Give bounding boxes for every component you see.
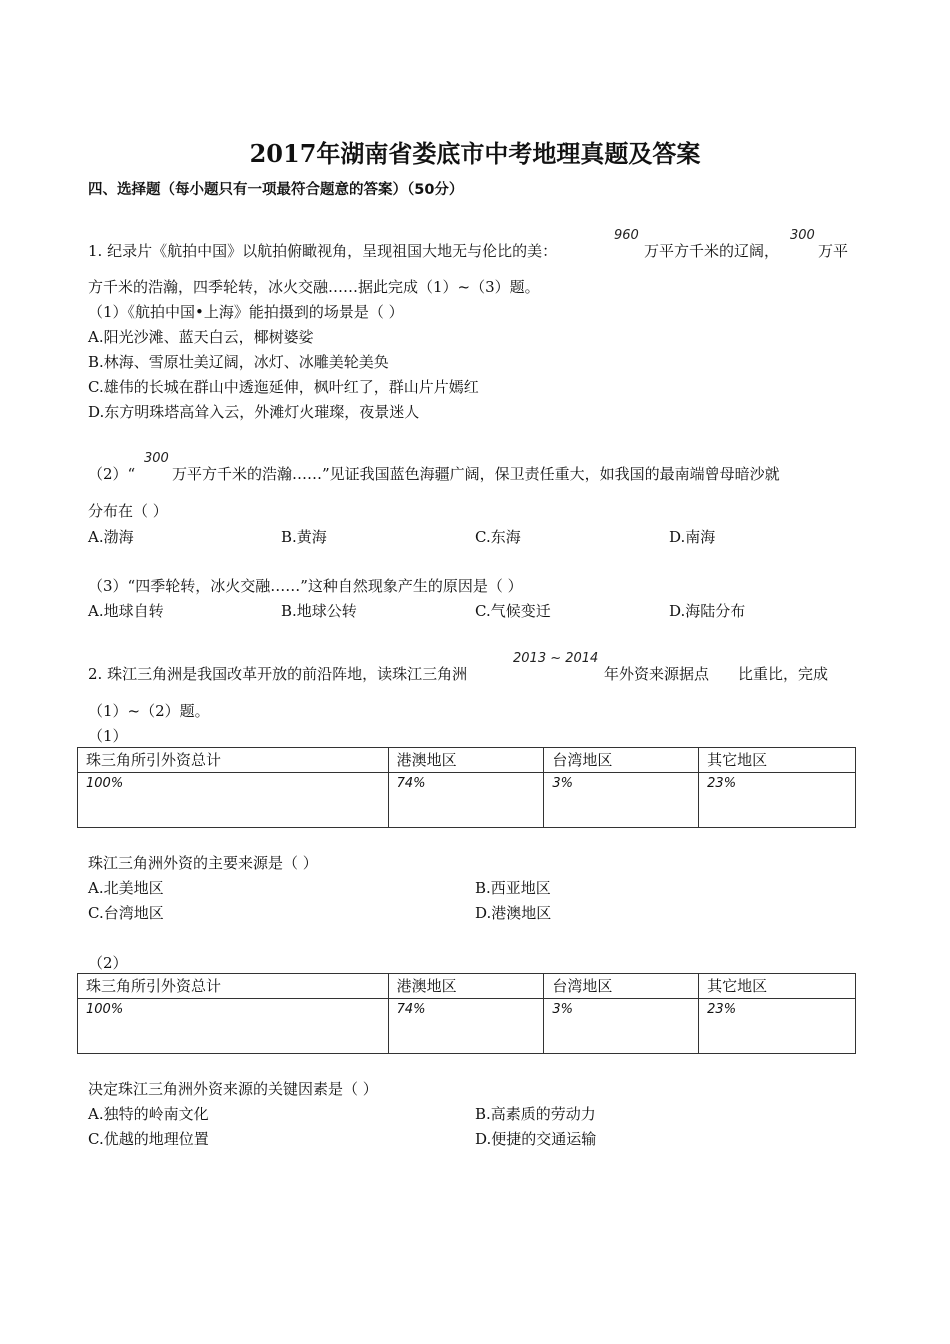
q2-sub1-option-c: C.台湾地区 (88, 904, 164, 922)
q1-sub1-option-d: D.东方明珠塔高耸入云，外滩灯火璀璨，夜景迷人 (88, 403, 420, 421)
table-header-cell: 其它地区 (699, 974, 856, 999)
q2-sub2-option-c: C.优越的地理位置 (88, 1130, 209, 1148)
table-header-cell: 其它地区 (699, 748, 856, 773)
q1-formula-960: 960 (614, 228, 639, 243)
table-cell: 100% (78, 999, 389, 1054)
table-cell: 3% (544, 773, 699, 828)
table-cell: 23% (699, 773, 856, 828)
page-title: 2017年湖南省娄底市中考地理真题及答案 (249, 139, 701, 168)
q2-sub2-option-d: D.便捷的交通运输 (475, 1130, 597, 1148)
q2-sub2-option-b: B.高素质的劳动力 (475, 1105, 596, 1123)
q1-sub1-option-b: B.林海、雪原壮美辽阔，冰灯、冰雕美轮美奂 (88, 353, 389, 371)
q2-stem-part-b: 年外资来源据点 (604, 665, 710, 683)
q2-sub1-table (77, 747, 856, 828)
q1-sub3-option-d: D.海陆分布 (669, 602, 746, 620)
table-header-cell: 港澳地区 (388, 974, 544, 999)
table-cell: 3% (544, 999, 699, 1054)
table-cell: 100% (78, 773, 389, 828)
q1-sub2-stem-b: 万平方千米的浩瀚……”见证我国蓝色海疆广阔，保卫责任重大，如我国的最南端曾母暗沙就 (172, 465, 780, 483)
table-header-cell: 台湾地区 (544, 974, 699, 999)
q2-stem-part-c: 比重比，完成 (738, 665, 829, 683)
table-header-cell: 珠三角所引外资总计 (78, 974, 389, 999)
q2-stem-part-a: 2. 珠江三角洲是我国改革开放的前沿阵地，读珠江三角洲 (88, 665, 468, 683)
q2-sub2-stem: 决定珠江三角洲外资来源的关键因素是（ ） (88, 1080, 378, 1098)
q2-stem-line2: （1）~（2）题。 (88, 702, 210, 720)
table-header-cell: 台湾地区 (544, 748, 699, 773)
section-heading: 四、选择题（每小题只有一项最符合题意的答案）（50分） (88, 182, 464, 198)
q1-stem-part-a: 1. 纪录片《航拍中国》以航拍俯瞰视角，呈现祖国大地无与伦比的美： (88, 242, 558, 260)
q2-sub1-option-d: D.港澳地区 (475, 904, 552, 922)
q2-sub1-stem: 珠江三角洲外资的主要来源是（ ） (88, 854, 318, 872)
q1-sub1-option-a: A.阳光沙滩、蓝天白云，椰树婆娑 (88, 328, 314, 346)
q2-sub1-label: （1） (88, 727, 128, 745)
q1-sub3-option-b: B.地球公转 (281, 602, 357, 620)
q1-formula-300: 300 (790, 228, 815, 243)
q1-sub2-option-a: A.渤海 (88, 528, 134, 546)
q2-sub2-label: （2） (88, 954, 128, 972)
table-cell: 74% (388, 773, 544, 828)
q1-sub2-option-d: D.南海 (669, 528, 716, 546)
q1-sub2-stem-a: （2）“ (88, 465, 136, 483)
q2-sub1-option-a: A.北美地区 (88, 879, 164, 897)
q1-sub2-option-b: B.黄海 (281, 528, 327, 546)
table-header-row (78, 748, 856, 773)
q2-sub2-option-a: A.独特的岭南文化 (88, 1105, 209, 1123)
q1-sub3-option-c: C.气候变迁 (475, 602, 551, 620)
table-row (78, 773, 856, 828)
table-row (78, 999, 856, 1054)
table-cell: 23% (699, 999, 856, 1054)
q2-formula-years: 2013 ~ 2014 (513, 651, 599, 666)
q1-stem-part-b: 万平方千米的辽阔， (644, 242, 780, 260)
table-header-cell: 珠三角所引外资总计 (78, 748, 389, 773)
q1-sub2-stem-line2: 分布在（ ） (88, 502, 168, 520)
table-header-row (78, 974, 856, 999)
q1-stem-part-c: 万平 (818, 242, 849, 260)
q2-sub1-option-b: B.西亚地区 (475, 879, 551, 897)
q1-stem-line2: 方千米的浩瀚，四季轮转，冰火交融……据此完成（1）~（3）题。 (88, 278, 540, 296)
table-header-cell: 港澳地区 (388, 748, 544, 773)
q1-sub1-stem: （1）《航拍中国•上海》能拍摄到的场景是（ ） (88, 303, 404, 321)
q1-sub2-formula-300: 300 (144, 451, 169, 466)
table-cell: 74% (388, 999, 544, 1054)
q2-sub2-table (77, 973, 856, 1054)
q1-sub2-option-c: C.东海 (475, 528, 521, 546)
q1-sub3-option-a: A.地球自转 (88, 602, 164, 620)
q1-sub3-stem: （3）“四季轮转，冰火交融……”这种自然现象产生的原因是（ ） (88, 577, 523, 595)
q1-sub1-option-c: C.雄伟的长城在群山中透迤延伸，枫叶红了，群山片片嫣红 (88, 378, 479, 396)
